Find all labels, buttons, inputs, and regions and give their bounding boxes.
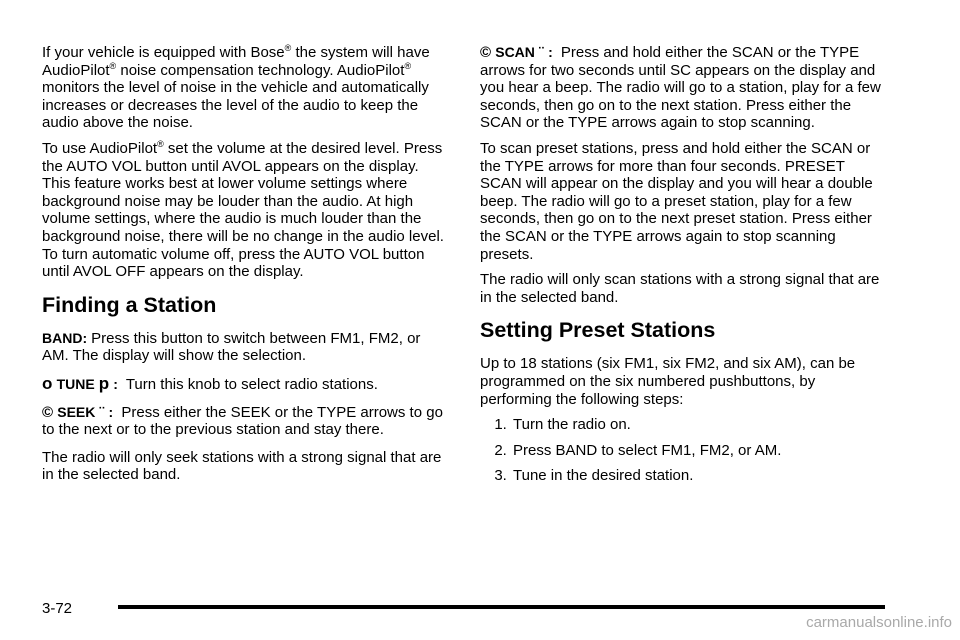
tune-term: TUNE — [56, 375, 95, 392]
band-paragraph: BAND: Press this button to switch between FM1, FM2, or AM. The display will show the selection. — [42, 329, 421, 365]
seek-back-icon: © — [42, 403, 54, 421]
preset-scan-paragraph: To scan preset stations, press and hold either the SCAN or the TYPE arrows for more than four seconds. PRESET SCAN will appear on the display and you will hear a double beep. The radio will go to a preset station, play for a few seconds, then go on to the next preset station. Press either the SCAN or the TYPE arrows again to stop scanning presets. — [480, 139, 873, 263]
preset-intro-paragraph: Up to 18 stations (six FM1, six FM2, and six AM), can be programmed on the six numbered pushbuttons, by performing the following steps: — [480, 355, 856, 408]
watermark: carmanualsonline.info — [806, 614, 952, 631]
list-item: 3. Tune in the desired station. — [511, 467, 888, 485]
scan-signal-paragraph: The radio will only scan stations with a strong signal that are in the selected band. — [480, 271, 880, 306]
left-column — [42, 44, 450, 492]
preset-stations-heading: Setting Preset Stations — [480, 318, 716, 343]
right-column — [480, 44, 888, 493]
scan-back-icon: © — [480, 44, 492, 61]
seek-paragraph: © SEEK ¨ : Press either the SEEK or the TYPE arrows to go to the next or to the previous station and stay there. — [42, 403, 443, 439]
scan-paragraph: © SCAN ¨ : Press and hold either the SCAN or the TYPE arrows for two seconds until SC appears on the display and you hear a beep. The radio will go to a station, play for a few seconds, then go on to the next station. Press either the SCAN or the TYPE arrows again to stop scanning. — [480, 44, 881, 132]
page-number: 3-72 — [42, 600, 73, 617]
audiopilot-paragraph: If your vehicle is equipped with Bose® the system will have AudioPilot® noise compensation technology. AudioPilot® monitors the level of noise in the vehicle and automatically increases or decreases the level of the audio to keep the audio above the noise. — [42, 43, 430, 132]
seek-forward-icon: ¨ — [99, 403, 105, 421]
list-item: 1. Turn the radio on. — [511, 416, 888, 434]
scan-term: SCAN — [495, 44, 535, 60]
footer-rule — [118, 605, 885, 609]
seek-term: SEEK — [57, 403, 96, 420]
audiopilot-usage-paragraph: To use AudioPilot® set the volume at the desired level. Press the AUTO VOL button until AVOL appears on the display. This feature works best at lower volume settings where background noise may be louder than the audio. At high volume settings, where the audio is much louder than the background noise, there will be no change in the audio level. To turn automatic volume off, press the AUTO VOL button until AVOL OFF appears on the display. — [42, 138, 444, 281]
preset-steps-list — [480, 416, 888, 485]
finding-station-heading: Finding a Station — [42, 292, 217, 317]
scan-forward-icon: ¨ — [538, 44, 544, 61]
seek-signal-paragraph: The radio will only seek stations with a strong signal that are in the selected band. — [42, 448, 442, 484]
tune-left-arrow-icon: o — [42, 373, 53, 393]
band-term: BAND: — [42, 329, 88, 346]
tune-right-arrow-icon: p — [98, 373, 110, 393]
tune-paragraph: o TUNE p : Turn this knob to select radio stations. — [42, 373, 378, 393]
list-item: 2. Press BAND to select FM1, FM2, or AM. — [511, 442, 888, 460]
